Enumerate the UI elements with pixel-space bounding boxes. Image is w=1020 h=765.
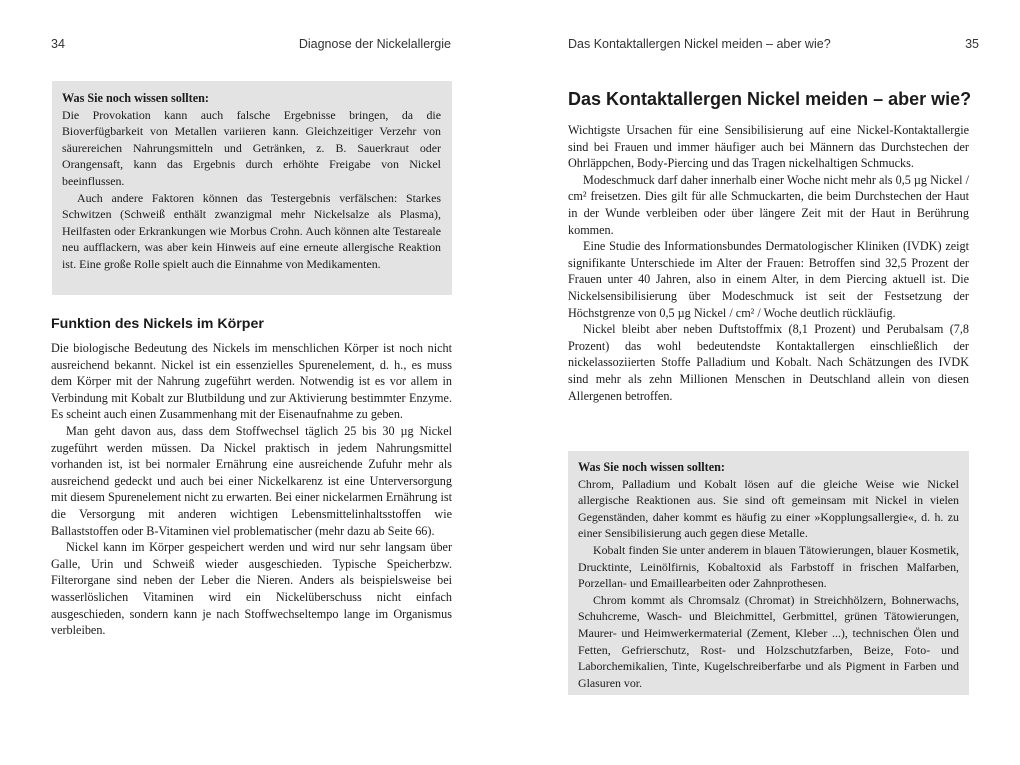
paragraph: Nickel bleibt aber neben Duftstoffmix (8,1 Prozent) und Perubalsam (7,8 Prozent) das wohl bedeutendste Kontaktallergen einschließlich der nickelassoziierten Stoffe Palladium und Kobalt. Nach Schätzungen des IVDK sind mehr als zehn Millionen Menschen in Deutschland allein von diesen Allergenen betroffen. (568, 322, 969, 403)
info-box-paragraph: Kobalt finden Sie unter anderem in blauen Tätowierungen, blauer Kosmetik, Drucktinte, Leinölfirnis, Kobaltoxid als Farbstoff in frischen Malfarben, Porzellan- und Emaillearbeiten oder Zahnprothesen. (578, 542, 959, 591)
info-box (52, 81, 452, 295)
info-box-title: Was Sie noch wissen sollten: (62, 91, 209, 105)
right-page (510, 0, 1020, 765)
info-box-paragraph: Chrom kommt als Chromsalz (Chromat) in Streichhölzern, Bohnerwachs, Schuhcreme, Wasch- und Bleichmittel, Gerbmittel, grünen Tätowierungen, Maurer- und Heimwerkermaterial (Zement, Kleber ...), technischen Ölen und Fetten, Gefrierschutz, Rost- und Holzschutzfarben, Beize, Foto- und Laborchemikalien, Tinte, Kugelschreiberfarbe und als Pigment in Farben und Glasuren vor. (578, 592, 959, 690)
paragraph: Eine Studie des Informationsbundes Dermatologischer Kliniken (IVDK) zeigt signifikante Unterschiede im Alter der Frauen: Betroffen sind 32,5 Prozent der Frauen unter 40 Jahren, also in einem Alter, in dem Piercing aktuell ist. Die Nickelsensibilisierung über Modeschmuck ist seit der Festsetzung der Höchstgrenze von 0,5 µg Nickel / cm² / Woche deutlich rückläufig. (568, 239, 969, 320)
info-box (568, 451, 969, 695)
running-title: Das Kontaktallergen Nickel meiden – aber wie? (568, 37, 831, 51)
info-box-paragraph: Die Provokation kann auch falsche Ergebnisse bringen, da die Bioverfügbarkeit von Metallen variieren kann. Gleichzeitiger Verzehr von säurereichen Nahrungsmitteln und Getränken, z. B. Sauerkraut oder Orangensaft, kann das Ergebnis durch erhöhte Freigabe von Nickel beeinflussen. (62, 107, 441, 188)
running-title: Diagnose der Nickelallergie (298, 37, 451, 51)
body-text (568, 122, 969, 404)
info-box-paragraph: Auch andere Faktoren können das Testergebnis verfälschen: Starkes Schwitzen (Schweiß enthält zwanzigmal mehr Nickelsalze als Plasma), Heilfasten oder Erkrankungen wie Morbus Crohn. Auch können alte Testareale neu aufflackern, was aber kein Hinweis auf eine erneute allergische Reaktion ist. Eine große Rolle spielt auch die Einnahme von Medikamenten. (62, 190, 441, 271)
page-number: 34 (51, 37, 65, 51)
paragraph: Modeschmuck darf daher innerhalb einer Woche nicht mehr als 0,5 µg Nickel / cm² freisetzen. Dies gilt für alle Schmuckarten, die beim Durchstechen der Haut in der Wunde verbleiben oder über längere Zeit mit der Haut in Berührung kommen. (568, 172, 969, 237)
chapter-heading: Das Kontaktallergen Nickel meiden – aber wie? (568, 89, 972, 109)
paragraph: Wichtigste Ursachen für eine Sensibilisierung auf eine Nickel-Kontaktallergie sind bei Frauen und immer häufiger auch bei Männern das Durchstechen der Ohrläppchen, Body-Piercing und das Tragen nickelhaltigen Schmucks. (568, 123, 969, 171)
paragraph: Die biologische Bedeutung des Nickels im menschlichen Körper ist noch nicht ausreichend bekannt. Nickel ist ein essenzielles Spurenelement, d. h., es muss dem Körper mit der Nahrung zugeführt werden. Notwendig ist es vor allem in Verbindung mit Kobalt zur Blutbildung und zur Aktivierung bestimmter Enzyme. Es scheint auch einen Zusammenhang mit der Eisenaufnahme zu geben. (51, 341, 452, 422)
page-number: 35 (965, 37, 979, 51)
info-box-paragraph: Chrom, Palladium und Kobalt lösen auf die gleiche Weise wie Nickel allergische Reaktionen aus. Sie sind oft gemeinsam mit Nickel in vielen Gegenständen, daher kommt es häufig zu einer »Kopplungsallergie«, d. h. zu einer Sensibilisierung auch gegen diese Metalle. (578, 476, 959, 541)
section-heading: Funktion des Nickels im Körper (51, 316, 264, 332)
paragraph: Nickel kann im Körper gespeichert werden und wird nur sehr langsam über Galle, Urin und Schweiß wieder ausgeschieden. Typische Speicherbzw. Filterorgane sind neben der Leber die Nieren. Anders als beispielsweise bei wasserlöslichen Vitaminen wird ein Nickelüberschuss nicht einfach ausgeschieden, sondern kann je nach Stoffwechseltempo lange im Organismus verbleiben. (51, 540, 452, 638)
paragraph: Man geht davon aus, dass dem Stoffwechsel täglich 25 bis 30 µg Nickel zugeführt werden müssen. Da Nickel praktisch in jedem Nahrungsmittel vorhanden ist, ist bei normaler Ernährung eine ausreichende Zufuhr mehr als ausreichend gedeckt und auch bei einer Nickelkarenz ist eine Unterversorgung mit diesem Spurenelement nicht zu erwarten. Bei einer nickelarmen Ernährung ist die Versorgung mit anderen wichtigen Lebensmittelinhaltsstoffen wie Ballaststoffen oder B-Vitaminen viel problematischer (mehr dazu ab Seite 66). (51, 423, 452, 538)
info-box-title: Was Sie noch wissen sollten: (578, 460, 725, 474)
body-text (51, 340, 452, 639)
